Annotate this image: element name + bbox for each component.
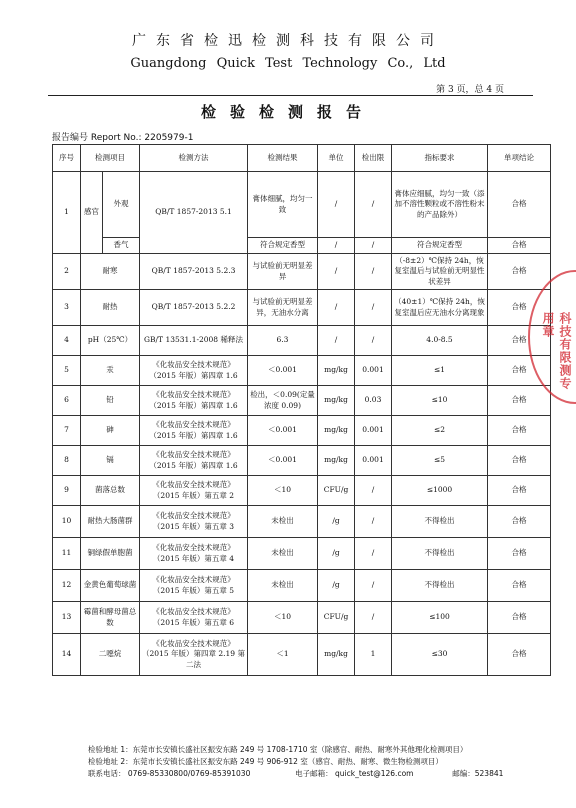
result: 与试验前无明显差异，无油水分离 (248, 290, 318, 326)
item-name: 耐寒 (81, 254, 140, 290)
detection-limit: / (355, 506, 392, 538)
result: 符合规定香型 (248, 238, 318, 254)
item-name: 镉 (81, 446, 140, 476)
row-number: 5 (53, 356, 81, 386)
requirement: 不得检出 (392, 538, 488, 570)
requirement: ≤1000 (392, 476, 488, 506)
unit: / (318, 172, 355, 238)
header-rule (48, 95, 533, 96)
conclusion: 合格 (488, 634, 551, 676)
requirement: 不得检出 (392, 506, 488, 538)
header-cell: 检测方法 (140, 145, 248, 172)
footer-address-2: 检验地址 2：东莞市长安镇长盛社区振安东路 249 号 906-912 室（感官、耐热、耐寒、微生物检测项目） (88, 757, 443, 766)
requirement: ≤2 (392, 416, 488, 446)
item-name: pH（25℃） (81, 326, 140, 356)
detection-limit: 0.03 (355, 386, 392, 416)
row-number: 9 (53, 476, 81, 506)
row-number: 8 (53, 446, 81, 476)
unit: / (318, 326, 355, 356)
item-name: 耐热 (81, 290, 140, 326)
requirement: ≤10 (392, 386, 488, 416)
result: 检出，＜0.09(定量浓度 0.09) (248, 386, 318, 416)
unit: mg/kg (318, 356, 355, 386)
detection-limit: / (355, 538, 392, 570)
table-row (53, 570, 551, 602)
unit: /g (318, 538, 355, 570)
header-cell: 单项结论 (488, 145, 551, 172)
method: 《化妆品安全技术规范》（2015 年版）第四章 1.6 (140, 446, 248, 476)
conclusion: 合格 (488, 254, 551, 290)
table-row (53, 416, 551, 446)
method: 《化妆品安全技术规范》（2015 年版）第四章 2.19 第二法 (140, 634, 248, 676)
row-number: 1 (53, 172, 81, 254)
footer-phone: 联系电话： 0769-85330800/0769-85391030 (88, 769, 251, 778)
requirement: ≤1 (392, 356, 488, 386)
item-name: 铜绿假单胞菌 (81, 538, 140, 570)
conclusion: 合格 (488, 538, 551, 570)
table-row (53, 386, 551, 416)
detection-limit: / (355, 254, 392, 290)
result: ＜0.001 (248, 446, 318, 476)
detection-limit: 0.001 (355, 356, 392, 386)
requirement: ≤100 (392, 602, 488, 634)
item-group: 感官 (81, 172, 103, 254)
row-number: 6 (53, 386, 81, 416)
unit: mg/kg (318, 634, 355, 676)
report-title: 检验检测报告 (200, 103, 375, 121)
result: 未检出 (248, 570, 318, 602)
row-number: 2 (53, 254, 81, 290)
result: ＜1 (248, 634, 318, 676)
header-cell: 检测结果 (248, 145, 318, 172)
unit: mg/kg (318, 386, 355, 416)
conclusion: 合格 (488, 506, 551, 538)
table-row (53, 506, 551, 538)
method: 《化妆品安全技术规范》（2015 年版）第五章 3 (140, 506, 248, 538)
item-name: 铅 (81, 386, 140, 416)
row-number: 7 (53, 416, 81, 446)
header-cell: 单位 (318, 145, 355, 172)
unit: mg/kg (318, 446, 355, 476)
table-row (53, 290, 551, 326)
footer-email: 电子邮箱： quick_test@126.com (295, 769, 414, 778)
unit: /g (318, 506, 355, 538)
footer-address-1: 检验地址 1：东莞市长安镇长盛社区振安东路 249 号 1708-1710 室（除感官、耐热、耐寒外其他理化检测项目） (88, 745, 468, 754)
table-row (53, 538, 551, 570)
method: 《化妆品安全技术规范》（2015 年版）第四章 1.6 (140, 356, 248, 386)
unit: / (318, 290, 355, 326)
result: 未检出 (248, 538, 318, 570)
unit: CFU/g (318, 476, 355, 506)
table-row (53, 446, 551, 476)
result: ＜0.001 (248, 356, 318, 386)
requirement: ≤30 (392, 634, 488, 676)
company-name-en: Guangdong Quick Test Technology Co., Ltd (130, 56, 446, 71)
item-name: 霉菌和酵母菌总数 (81, 602, 140, 634)
table-row (53, 238, 551, 254)
requirement: 膏体应细腻，均匀一致（添加不溶性颗粒或不溶性粉末的产品除外） (392, 172, 488, 238)
table-row (53, 326, 551, 356)
table-row (53, 172, 551, 238)
item-name: 二噁烷 (81, 634, 140, 676)
method: 《化妆品安全技术规范》（2015 年版）第五章 5 (140, 570, 248, 602)
item-name: 砷 (81, 416, 140, 446)
detection-limit: / (355, 172, 392, 238)
conclusion: 合格 (488, 416, 551, 446)
table-row (53, 476, 551, 506)
detection-limit: / (355, 238, 392, 254)
detection-limit: / (355, 570, 392, 602)
conclusion: 合格 (488, 326, 551, 356)
detection-limit: / (355, 290, 392, 326)
item-name: 耐热大肠菌群 (81, 506, 140, 538)
method: 《化妆品安全技术规范》（2015 年版）第四章 1.6 (140, 416, 248, 446)
table-row (53, 254, 551, 290)
detection-limit: / (355, 602, 392, 634)
header-cell: 指标要求 (392, 145, 488, 172)
method: 《化妆品安全技术规范》（2015 年版）第五章 2 (140, 476, 248, 506)
result: ＜10 (248, 602, 318, 634)
requirement: 不得检出 (392, 570, 488, 602)
conclusion: 合格 (488, 356, 551, 386)
unit: / (318, 238, 355, 254)
report-number: 报告编号 Report No.: 2205979-1 (52, 133, 194, 143)
detection-limit: 0.001 (355, 446, 392, 476)
result: 6.3 (248, 326, 318, 356)
table-row (53, 634, 551, 676)
method: 《化妆品安全技术规范》（2015 年版）第四章 1.6 (140, 386, 248, 416)
method: 《化妆品安全技术规范》（2015 年版）第五章 6 (140, 602, 248, 634)
row-number: 4 (53, 326, 81, 356)
result: 未检出 (248, 506, 318, 538)
method: QB/T 1857-2013 5.2.3 (140, 254, 248, 290)
header-cell: 检出限 (355, 145, 392, 172)
company-name-cn: 广东省检迅检测科技有限公司 (132, 33, 444, 49)
method: QB/T 1857-2013 5.2.2 (140, 290, 248, 326)
result: ＜10 (248, 476, 318, 506)
row-number: 12 (53, 570, 81, 602)
header-cell: 序号 (53, 145, 81, 172)
item-name: 菌落总数 (81, 476, 140, 506)
detection-limit: 0.001 (355, 416, 392, 446)
row-number: 3 (53, 290, 81, 326)
method: GB/T 13531.1-2008 稀释法 (140, 326, 248, 356)
detection-limit: 1 (355, 634, 392, 676)
conclusion: 合格 (488, 172, 551, 238)
conclusion: 合格 (488, 386, 551, 416)
requirement: 4.0-8.5 (392, 326, 488, 356)
unit: / (318, 254, 355, 290)
conclusion: 合格 (488, 290, 551, 326)
detection-limit: / (355, 326, 392, 356)
item-name: 汞 (81, 356, 140, 386)
method: QB/T 1857-2013 5.1 (140, 172, 248, 254)
requirement: （-8±2）℃保持 24h，恢复室温后与试验前无明显性状差异 (392, 254, 488, 290)
result: 膏体细腻，均匀一致 (248, 172, 318, 238)
conclusion: 合格 (488, 238, 551, 254)
header-cell: 检测项目 (81, 145, 140, 172)
row-number: 11 (53, 538, 81, 570)
table-row (53, 356, 551, 386)
footer-postcode: 邮编：523841 (452, 769, 504, 778)
requirement: （40±1）℃保持 24h，恢复室温后应无油水分离现象 (392, 290, 488, 326)
item-name: 香气 (103, 238, 140, 254)
conclusion: 合格 (488, 446, 551, 476)
requirement: 符合规定香型 (392, 238, 488, 254)
conclusion: 合格 (488, 602, 551, 634)
result: ＜0.001 (248, 416, 318, 446)
method: 《化妆品安全技术规范》（2015 年版）第五章 4 (140, 538, 248, 570)
requirement: ≤5 (392, 446, 488, 476)
results-table (52, 144, 551, 676)
seal-text: 科技有限测专用章 (541, 312, 572, 390)
unit: CFU/g (318, 602, 355, 634)
row-number: 10 (53, 506, 81, 538)
result: 与试验前无明显差异 (248, 254, 318, 290)
item-name: 外观 (103, 172, 140, 238)
page-info: 第 3 页，总 4 页 (436, 85, 504, 95)
row-number: 14 (53, 634, 81, 676)
unit: /g (318, 570, 355, 602)
row-number: 13 (53, 602, 81, 634)
table-header-row (53, 145, 551, 172)
unit: mg/kg (318, 416, 355, 446)
table-row (53, 602, 551, 634)
conclusion: 合格 (488, 570, 551, 602)
conclusion: 合格 (488, 476, 551, 506)
item-name: 金黄色葡萄球菌 (81, 570, 140, 602)
detection-limit: / (355, 476, 392, 506)
footer-contact (88, 768, 503, 779)
